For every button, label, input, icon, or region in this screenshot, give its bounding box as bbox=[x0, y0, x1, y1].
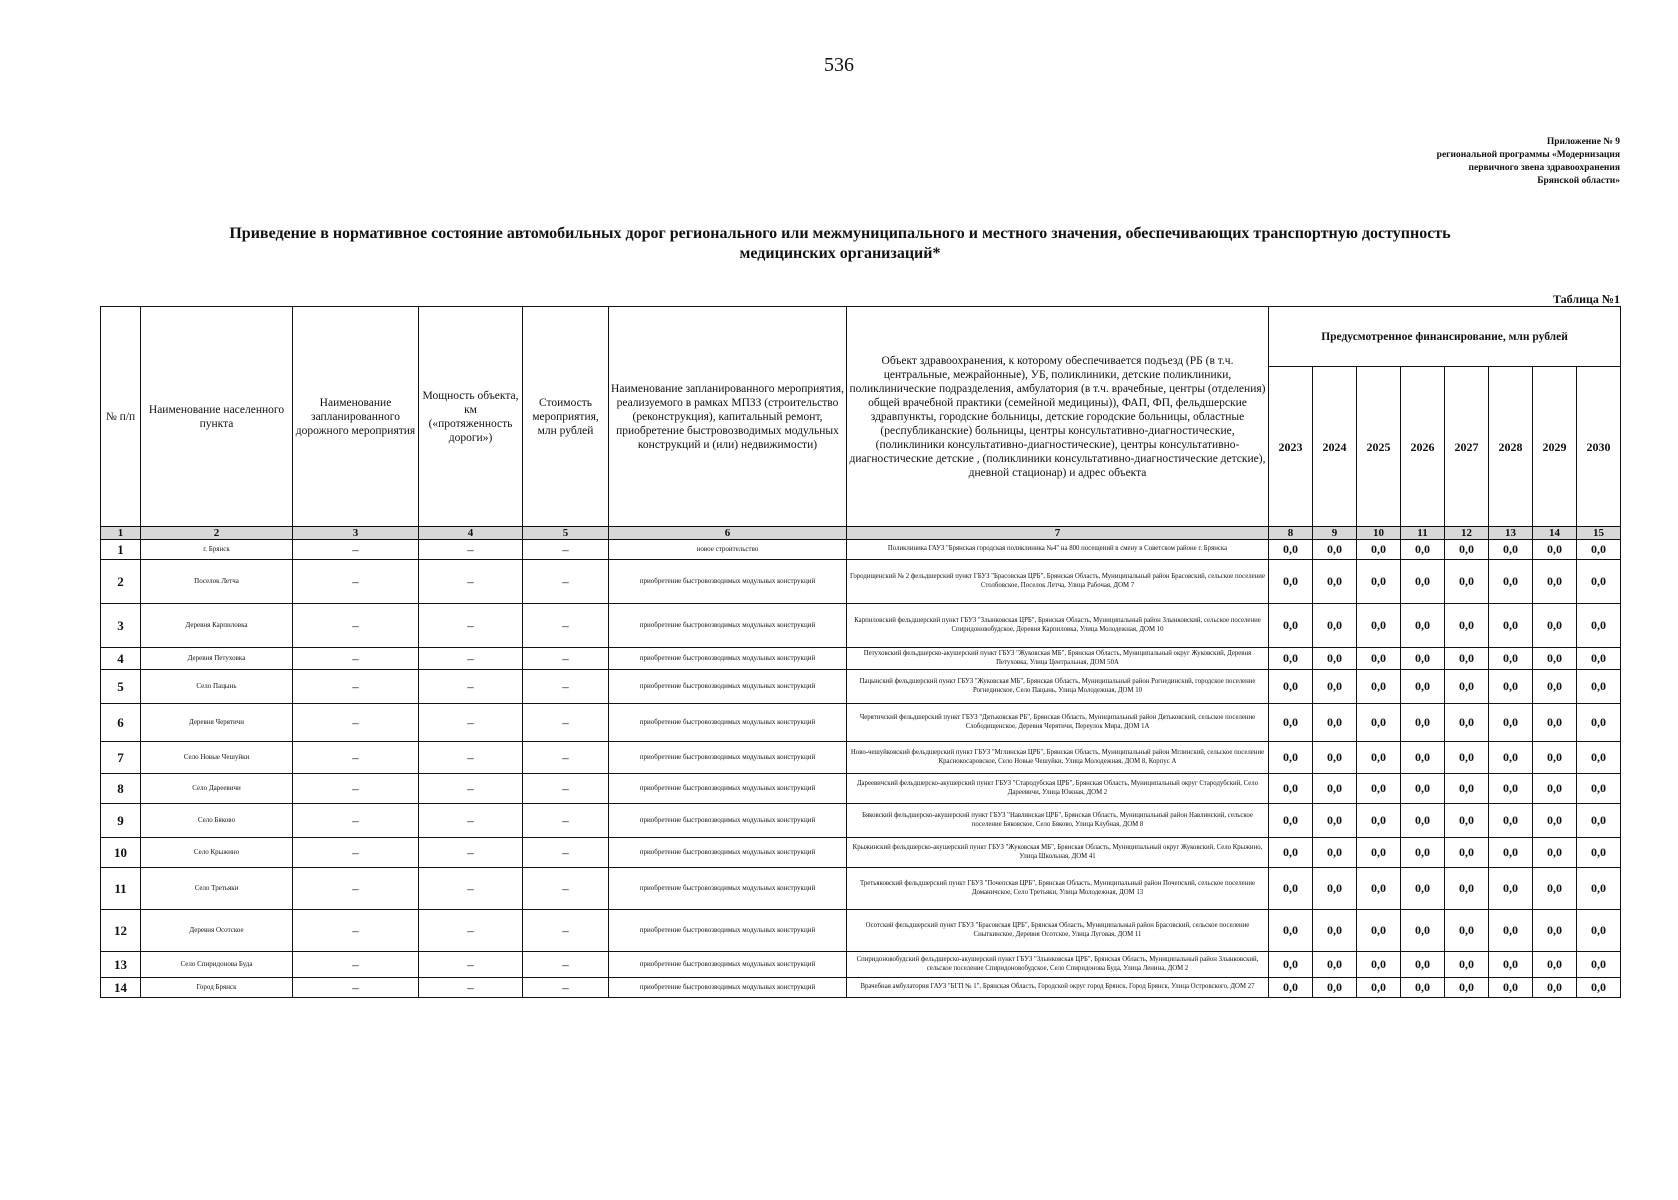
funding-value-cell: 0,0 bbox=[1533, 704, 1577, 742]
mpzz-event-cell: новое строительство bbox=[609, 540, 847, 560]
capacity-cell: – bbox=[419, 952, 523, 978]
funding-value-cell: 0,0 bbox=[1313, 560, 1357, 604]
appendix-line: Брянской области» bbox=[1537, 176, 1620, 186]
capacity-cell: – bbox=[419, 704, 523, 742]
header-year: 2029 bbox=[1533, 367, 1577, 527]
header-year: 2024 bbox=[1313, 367, 1357, 527]
header-year: 2023 bbox=[1269, 367, 1313, 527]
funding-value-cell: 0,0 bbox=[1401, 604, 1445, 648]
funding-value-cell: 0,0 bbox=[1533, 952, 1577, 978]
locality-cell: г. Брянск bbox=[141, 540, 293, 560]
funding-value-cell: 0,0 bbox=[1577, 604, 1621, 648]
mpzz-event-cell: приобретение быстровозводимых модульных конструкций bbox=[609, 648, 847, 670]
funding-value-cell: 0,0 bbox=[1489, 774, 1533, 804]
funding-value-cell: 0,0 bbox=[1401, 868, 1445, 910]
funding-value-cell: 0,0 bbox=[1445, 774, 1489, 804]
row-number: 14 bbox=[101, 978, 141, 998]
locality-cell: Село Крыжино bbox=[141, 838, 293, 868]
funding-value-cell: 0,0 bbox=[1533, 540, 1577, 560]
document-title-line: медицинских организаций* bbox=[739, 245, 941, 262]
column-number: 12 bbox=[1445, 527, 1489, 540]
funding-value-cell: 0,0 bbox=[1401, 952, 1445, 978]
table-row bbox=[101, 838, 1621, 868]
funding-value-cell: 0,0 bbox=[1401, 838, 1445, 868]
funding-value-cell: 0,0 bbox=[1533, 560, 1577, 604]
capacity-cell: – bbox=[419, 670, 523, 704]
locality-cell: Деревня Осотское bbox=[141, 910, 293, 952]
funding-value-cell: 0,0 bbox=[1445, 804, 1489, 838]
funding-value-cell: 0,0 bbox=[1445, 704, 1489, 742]
funding-value-cell: 0,0 bbox=[1489, 704, 1533, 742]
funding-value-cell: 0,0 bbox=[1313, 670, 1357, 704]
mpzz-event-cell: приобретение быстровозводимых модульных конструкций bbox=[609, 774, 847, 804]
funding-value-cell: 0,0 bbox=[1445, 742, 1489, 774]
funding-value-cell: 0,0 bbox=[1357, 604, 1401, 648]
funding-value-cell: 0,0 bbox=[1313, 868, 1357, 910]
funding-value-cell: 0,0 bbox=[1489, 742, 1533, 774]
table-row bbox=[101, 804, 1621, 838]
funding-value-cell: 0,0 bbox=[1445, 838, 1489, 868]
locality-cell: Село Третьяки bbox=[141, 868, 293, 910]
column-number: 10 bbox=[1357, 527, 1401, 540]
table-row bbox=[101, 648, 1621, 670]
road-event-cell: – bbox=[293, 952, 419, 978]
header-year: 2028 bbox=[1489, 367, 1533, 527]
mpzz-event-cell: приобретение быстровозводимых модульных конструкций bbox=[609, 704, 847, 742]
table-row bbox=[101, 742, 1621, 774]
funding-value-cell: 0,0 bbox=[1269, 952, 1313, 978]
column-number: 15 bbox=[1577, 527, 1621, 540]
funding-value-cell: 0,0 bbox=[1269, 978, 1313, 998]
funding-value-cell: 0,0 bbox=[1489, 604, 1533, 648]
funding-value-cell: 0,0 bbox=[1269, 804, 1313, 838]
funding-value-cell: 0,0 bbox=[1401, 648, 1445, 670]
funding-value-cell: 0,0 bbox=[1445, 670, 1489, 704]
locality-cell: Деревня Петуховка bbox=[141, 648, 293, 670]
funding-value-cell: 0,0 bbox=[1313, 742, 1357, 774]
row-number: 2 bbox=[101, 560, 141, 604]
locality-cell: Деревня Карпиловка bbox=[141, 604, 293, 648]
appendix-line: первичного звена здравоохранения bbox=[1468, 163, 1620, 173]
funding-value-cell: 0,0 bbox=[1577, 978, 1621, 998]
funding-value-cell: 0,0 bbox=[1357, 648, 1401, 670]
mpzz-event-cell: приобретение быстровозводимых модульных конструкций bbox=[609, 868, 847, 910]
funding-value-cell: 0,0 bbox=[1577, 704, 1621, 742]
cost-cell: – bbox=[523, 838, 609, 868]
header-year: 2027 bbox=[1445, 367, 1489, 527]
funding-value-cell: 0,0 bbox=[1489, 952, 1533, 978]
table-row bbox=[101, 774, 1621, 804]
capacity-cell: – bbox=[419, 648, 523, 670]
table-row bbox=[101, 604, 1621, 648]
header-year: 2030 bbox=[1577, 367, 1621, 527]
funding-value-cell: 0,0 bbox=[1577, 868, 1621, 910]
funding-value-cell: 0,0 bbox=[1269, 910, 1313, 952]
column-number: 8 bbox=[1269, 527, 1313, 540]
header-funding: Предусмотренное финансирование, млн рублей bbox=[1269, 307, 1621, 367]
column-number: 9 bbox=[1313, 527, 1357, 540]
financing-table bbox=[100, 306, 1621, 998]
capacity-cell: – bbox=[419, 560, 523, 604]
page-number: 536 bbox=[824, 54, 854, 76]
table-row bbox=[101, 978, 1621, 998]
cost-cell: – bbox=[523, 742, 609, 774]
header-year: 2026 bbox=[1401, 367, 1445, 527]
funding-value-cell: 0,0 bbox=[1313, 648, 1357, 670]
road-event-cell: – bbox=[293, 560, 419, 604]
cost-cell: – bbox=[523, 704, 609, 742]
facility-cell: Спиридоновобудский фельдшерско-акушерский пункт ГБУЗ "Злынковская ЦРБ", Брянская Область, Муниципальный район Злынковский, сельское поселение Спиридоновобудское, Село Спиридонова Буда, Улица Ленина, ДОМ 2 bbox=[847, 952, 1269, 978]
cost-cell: – bbox=[523, 540, 609, 560]
column-number: 1 bbox=[101, 527, 141, 540]
funding-value-cell: 0,0 bbox=[1269, 838, 1313, 868]
row-number: 1 bbox=[101, 540, 141, 560]
table-row bbox=[101, 560, 1621, 604]
funding-value-cell: 0,0 bbox=[1445, 560, 1489, 604]
funding-value-cell: 0,0 bbox=[1489, 838, 1533, 868]
funding-value-cell: 0,0 bbox=[1401, 670, 1445, 704]
funding-value-cell: 0,0 bbox=[1533, 838, 1577, 868]
funding-value-cell: 0,0 bbox=[1269, 648, 1313, 670]
funding-value-cell: 0,0 bbox=[1489, 804, 1533, 838]
row-number: 3 bbox=[101, 604, 141, 648]
row-number: 4 bbox=[101, 648, 141, 670]
document-title-line: Приведение в нормативное состояние автомобильных дорог регионального или межмуниципального и местного значения, обеспечивающих транспортную доступность bbox=[229, 225, 1451, 242]
funding-value-cell: 0,0 bbox=[1313, 910, 1357, 952]
funding-value-cell: 0,0 bbox=[1313, 704, 1357, 742]
row-number: 11 bbox=[101, 868, 141, 910]
funding-value-cell: 0,0 bbox=[1357, 952, 1401, 978]
column-number: 13 bbox=[1489, 527, 1533, 540]
capacity-cell: – bbox=[419, 910, 523, 952]
row-number: 9 bbox=[101, 804, 141, 838]
funding-value-cell: 0,0 bbox=[1313, 774, 1357, 804]
funding-value-cell: 0,0 bbox=[1269, 868, 1313, 910]
funding-value-cell: 0,0 bbox=[1401, 540, 1445, 560]
funding-value-cell: 0,0 bbox=[1357, 978, 1401, 998]
locality-cell: Село Новые Чешуйки bbox=[141, 742, 293, 774]
column-number: 7 bbox=[847, 527, 1269, 540]
road-event-cell: – bbox=[293, 838, 419, 868]
funding-value-cell: 0,0 bbox=[1577, 838, 1621, 868]
mpzz-event-cell: приобретение быстровозводимых модульных конструкций bbox=[609, 560, 847, 604]
funding-value-cell: 0,0 bbox=[1313, 838, 1357, 868]
locality-cell: Деревня Черятичи bbox=[141, 704, 293, 742]
funding-value-cell: 0,0 bbox=[1489, 910, 1533, 952]
funding-value-cell: 0,0 bbox=[1313, 540, 1357, 560]
funding-value-cell: 0,0 bbox=[1533, 742, 1577, 774]
funding-value-cell: 0,0 bbox=[1489, 868, 1533, 910]
row-number: 8 bbox=[101, 774, 141, 804]
header-mpzz-event: Наименование запланированного мероприятия, реализуемого в рамках МПЗЗ (строительство (реконструкция), капитальный ремонт, приобретение быстровозводимых модульных конструкций и (или) недвижимости) bbox=[609, 307, 847, 527]
cost-cell: – bbox=[523, 804, 609, 838]
funding-value-cell: 0,0 bbox=[1313, 804, 1357, 838]
row-number: 6 bbox=[101, 704, 141, 742]
row-number: 12 bbox=[101, 910, 141, 952]
header-locality: Наименование населенного пункта bbox=[141, 307, 293, 527]
column-number: 3 bbox=[293, 527, 419, 540]
road-event-cell: – bbox=[293, 670, 419, 704]
funding-value-cell: 0,0 bbox=[1445, 604, 1489, 648]
road-event-cell: – bbox=[293, 774, 419, 804]
facility-cell: Третьяковский фельдшерский пункт ГБУЗ "Почепская ЦРБ", Брянская Область, Муниципальный район Почепский, сельское поселение Доманичское, Село Третьяки, Улица Молодежная, ДОМ 13 bbox=[847, 868, 1269, 910]
road-event-cell: – bbox=[293, 804, 419, 838]
row-number: 7 bbox=[101, 742, 141, 774]
mpzz-event-cell: приобретение быстровозводимых модульных конструкций bbox=[609, 910, 847, 952]
funding-value-cell: 0,0 bbox=[1357, 560, 1401, 604]
funding-value-cell: 0,0 bbox=[1533, 648, 1577, 670]
column-number: 2 bbox=[141, 527, 293, 540]
mpzz-event-cell: приобретение быстровозводимых модульных конструкций bbox=[609, 838, 847, 868]
funding-value-cell: 0,0 bbox=[1357, 868, 1401, 910]
funding-value-cell: 0,0 bbox=[1533, 774, 1577, 804]
header-no: № п/п bbox=[101, 307, 141, 527]
funding-value-cell: 0,0 bbox=[1401, 704, 1445, 742]
facility-cell: Петуховский фельдшерско-акушерский пункт ГБУЗ "Жуковская МБ", Брянская Область, Муниципальный округ Жуковский, Деревня Петуховка, Улица Центральная, ДОМ 50А bbox=[847, 648, 1269, 670]
funding-value-cell: 0,0 bbox=[1269, 540, 1313, 560]
table-row bbox=[101, 910, 1621, 952]
header-facility: Объект здравоохранения, к которому обеспечивается подъезд (РБ (в т.ч. центральные, межрайонные), УБ, поликлиники, детские поликлиники, поликлинические подразделения, амбулатория (в т.ч. врачебные, центры (отделения) общей врачебной практики (семейной медицины)), ФАП, ФП, фельдшерские здравпункты, городские больницы, детские городские больницы, областные (республиканские) больницы, центры консультативно-диагностические, (поликлиники консультативно-диагностические), центры консультативно-диагностические детские , (поликлиники консультативно-диагностические детские), дневной стационар) и адрес объекта bbox=[847, 307, 1269, 527]
funding-value-cell: 0,0 bbox=[1357, 804, 1401, 838]
funding-value-cell: 0,0 bbox=[1577, 774, 1621, 804]
cost-cell: – bbox=[523, 774, 609, 804]
funding-value-cell: 0,0 bbox=[1269, 670, 1313, 704]
funding-value-cell: 0,0 bbox=[1357, 540, 1401, 560]
cost-cell: – bbox=[523, 978, 609, 998]
funding-value-cell: 0,0 bbox=[1577, 910, 1621, 952]
header-year: 2025 bbox=[1357, 367, 1401, 527]
funding-value-cell: 0,0 bbox=[1445, 540, 1489, 560]
table-row bbox=[101, 540, 1621, 560]
funding-value-cell: 0,0 bbox=[1489, 648, 1533, 670]
funding-value-cell: 0,0 bbox=[1269, 604, 1313, 648]
cost-cell: – bbox=[523, 560, 609, 604]
funding-value-cell: 0,0 bbox=[1577, 804, 1621, 838]
column-number: 5 bbox=[523, 527, 609, 540]
column-number: 14 bbox=[1533, 527, 1577, 540]
mpzz-event-cell: приобретение быстровозводимых модульных конструкций bbox=[609, 952, 847, 978]
facility-cell: Городищенский № 2 фельдшерский пункт ГБУЗ "Брасовская ЦРБ", Брянская Область, Муниципальный район Брасовский, сельское поселение Столбовское, Поселок Летча, Улица Рабочая, ДОМ 7 bbox=[847, 560, 1269, 604]
funding-value-cell: 0,0 bbox=[1489, 670, 1533, 704]
row-number: 5 bbox=[101, 670, 141, 704]
column-number-row bbox=[101, 527, 1621, 540]
funding-value-cell: 0,0 bbox=[1533, 804, 1577, 838]
table-label: Таблица №1 bbox=[1552, 292, 1620, 306]
row-number: 13 bbox=[101, 952, 141, 978]
funding-value-cell: 0,0 bbox=[1313, 604, 1357, 648]
facility-cell: Крыжинский фельдшерско-акушерский пункт ГБУЗ "Жуковская МБ", Брянская Область, Муниципальный округ Жуковский, Село Крыжино, Улица Школьная, ДОМ 41 bbox=[847, 838, 1269, 868]
funding-value-cell: 0,0 bbox=[1269, 704, 1313, 742]
document-title bbox=[120, 224, 1560, 264]
facility-cell: Карпиловский фельдшерский пункт ГБУЗ "Злынковская ЦРБ", Брянская Область, Муниципальный район Злынковский, сельское поселение Спиридоновобудское, Деревня Карпиловка, Улица Молодежная, ДОМ 10 bbox=[847, 604, 1269, 648]
funding-value-cell: 0,0 bbox=[1445, 910, 1489, 952]
funding-value-cell: 0,0 bbox=[1269, 742, 1313, 774]
funding-value-cell: 0,0 bbox=[1577, 560, 1621, 604]
capacity-cell: – bbox=[419, 540, 523, 560]
cost-cell: – bbox=[523, 952, 609, 978]
mpzz-event-cell: приобретение быстровозводимых модульных конструкций bbox=[609, 670, 847, 704]
funding-value-cell: 0,0 bbox=[1445, 952, 1489, 978]
capacity-cell: – bbox=[419, 804, 523, 838]
cost-cell: – bbox=[523, 868, 609, 910]
road-event-cell: – bbox=[293, 648, 419, 670]
facility-cell: Бяковский фельдшерско-акушерский пункт ГБУЗ "Навлинская ЦРБ", Брянская Область, Муниципальный район Навлинский, сельское поселение Бяковское, Село Бяково, Улица Клубная, ДОМ 8 bbox=[847, 804, 1269, 838]
table-row bbox=[101, 704, 1621, 742]
cost-cell: – bbox=[523, 648, 609, 670]
locality-cell: Село Спиридонова Буда bbox=[141, 952, 293, 978]
column-number: 4 bbox=[419, 527, 523, 540]
capacity-cell: – bbox=[419, 774, 523, 804]
capacity-cell: – bbox=[419, 604, 523, 648]
funding-value-cell: 0,0 bbox=[1577, 952, 1621, 978]
road-event-cell: – bbox=[293, 540, 419, 560]
appendix-note bbox=[1380, 136, 1620, 188]
funding-value-cell: 0,0 bbox=[1357, 670, 1401, 704]
header-capacity: Мощность объекта, км («протяженность дороги») bbox=[419, 307, 523, 527]
funding-value-cell: 0,0 bbox=[1577, 648, 1621, 670]
road-event-cell: – bbox=[293, 742, 419, 774]
column-number: 11 bbox=[1401, 527, 1445, 540]
capacity-cell: – bbox=[419, 742, 523, 774]
facility-cell: Пацынский фельдшерский пункт ГБУЗ "Жуковская МБ", Брянская Область, Муниципальный район Рогнединский, городское поселение Рогнединское, Село Пацынь, Улица Молодежная, ДОМ 10 bbox=[847, 670, 1269, 704]
funding-value-cell: 0,0 bbox=[1577, 742, 1621, 774]
header-cost: Стоимость мероприятия, млн рублей bbox=[523, 307, 609, 527]
cost-cell: – bbox=[523, 670, 609, 704]
funding-value-cell: 0,0 bbox=[1357, 838, 1401, 868]
mpzz-event-cell: приобретение быстровозводимых модульных конструкций bbox=[609, 604, 847, 648]
mpzz-event-cell: приобретение быстровозводимых модульных конструкций bbox=[609, 978, 847, 998]
funding-value-cell: 0,0 bbox=[1533, 604, 1577, 648]
capacity-cell: – bbox=[419, 838, 523, 868]
funding-value-cell: 0,0 bbox=[1313, 978, 1357, 998]
appendix-line: региональной программы «Модернизация bbox=[1436, 150, 1620, 160]
road-event-cell: – bbox=[293, 604, 419, 648]
locality-cell: Город Брянск bbox=[141, 978, 293, 998]
funding-value-cell: 0,0 bbox=[1445, 978, 1489, 998]
funding-value-cell: 0,0 bbox=[1269, 774, 1313, 804]
funding-value-cell: 0,0 bbox=[1533, 868, 1577, 910]
funding-value-cell: 0,0 bbox=[1269, 560, 1313, 604]
mpzz-event-cell: приобретение быстровозводимых модульных конструкций bbox=[609, 742, 847, 774]
appendix-line: Приложение № 9 bbox=[1546, 137, 1620, 147]
cost-cell: – bbox=[523, 604, 609, 648]
funding-value-cell: 0,0 bbox=[1533, 910, 1577, 952]
facility-cell: Поликлиника ГАУЗ "Брянская городская поликлиника №4" на 800 посещений в смену в Советском районе г. Брянска bbox=[847, 540, 1269, 560]
funding-value-cell: 0,0 bbox=[1357, 742, 1401, 774]
locality-cell: Село Пацынь bbox=[141, 670, 293, 704]
funding-value-cell: 0,0 bbox=[1445, 868, 1489, 910]
locality-cell: Село Бяково bbox=[141, 804, 293, 838]
facility-cell: Черятичский фельдшерский пункт ГБУЗ "Дятьковская РБ", Брянская Область, Муниципальный район Дятьковский, сельское поселение Слободищенское, Деревня Черятичи, Переулок Мира, ДОМ 1А bbox=[847, 704, 1269, 742]
table-row bbox=[101, 952, 1621, 978]
funding-value-cell: 0,0 bbox=[1357, 704, 1401, 742]
locality-cell: Село Дареевичи bbox=[141, 774, 293, 804]
facility-cell: Осотский фельдшерский пункт ГБУЗ "Брасовская ЦРБ", Брянская Область, Муниципальный район Брасовский, сельское поселение Сныткинское, Деревня Осотское, Улица Луговая, ДОМ 11 bbox=[847, 910, 1269, 952]
road-event-cell: – bbox=[293, 978, 419, 998]
funding-value-cell: 0,0 bbox=[1401, 804, 1445, 838]
funding-value-cell: 0,0 bbox=[1577, 670, 1621, 704]
column-number: 6 bbox=[609, 527, 847, 540]
mpzz-event-cell: приобретение быстровозводимых модульных конструкций bbox=[609, 804, 847, 838]
capacity-cell: – bbox=[419, 868, 523, 910]
road-event-cell: – bbox=[293, 910, 419, 952]
locality-cell: Поселок Летча bbox=[141, 560, 293, 604]
cost-cell: – bbox=[523, 910, 609, 952]
funding-value-cell: 0,0 bbox=[1401, 774, 1445, 804]
capacity-cell: – bbox=[419, 978, 523, 998]
funding-value-cell: 0,0 bbox=[1357, 774, 1401, 804]
funding-value-cell: 0,0 bbox=[1489, 540, 1533, 560]
funding-value-cell: 0,0 bbox=[1401, 910, 1445, 952]
facility-cell: Врачебная амбулатория ГАУЗ "БГП № 1", Брянская Область, Городской округ город Брянск, Город Брянск, Улица Островского, ДОМ 27 bbox=[847, 978, 1269, 998]
funding-value-cell: 0,0 bbox=[1445, 648, 1489, 670]
funding-value-cell: 0,0 bbox=[1489, 978, 1533, 998]
funding-value-cell: 0,0 bbox=[1489, 560, 1533, 604]
header-road-event: Наименование запланированного дорожного мероприятия bbox=[293, 307, 419, 527]
funding-value-cell: 0,0 bbox=[1533, 978, 1577, 998]
funding-value-cell: 0,0 bbox=[1533, 670, 1577, 704]
funding-value-cell: 0,0 bbox=[1401, 742, 1445, 774]
road-event-cell: – bbox=[293, 704, 419, 742]
funding-value-cell: 0,0 bbox=[1577, 540, 1621, 560]
table-row bbox=[101, 868, 1621, 910]
funding-value-cell: 0,0 bbox=[1357, 910, 1401, 952]
row-number: 10 bbox=[101, 838, 141, 868]
funding-value-cell: 0,0 bbox=[1313, 952, 1357, 978]
facility-cell: Дареевичский фельдшерско-акушерский пункт ГБУЗ "Стародубская ЦРБ", Брянская Область, Муниципальный округ Стародубский, Село Дареевичи, Улица Южная, ДОМ 2 bbox=[847, 774, 1269, 804]
table-row bbox=[101, 670, 1621, 704]
funding-value-cell: 0,0 bbox=[1401, 560, 1445, 604]
facility-cell: Ново-чешуйковский фельдшерский пункт ГБУЗ "Мглинская ЦРБ", Брянская Область, Муниципальный район Мглинский, сельское поселение Краснокосаровское, Село Новые Чешуйки, Улица Молодежная, ДОМ 8, Корпус А bbox=[847, 742, 1269, 774]
funding-value-cell: 0,0 bbox=[1401, 978, 1445, 998]
road-event-cell: – bbox=[293, 868, 419, 910]
